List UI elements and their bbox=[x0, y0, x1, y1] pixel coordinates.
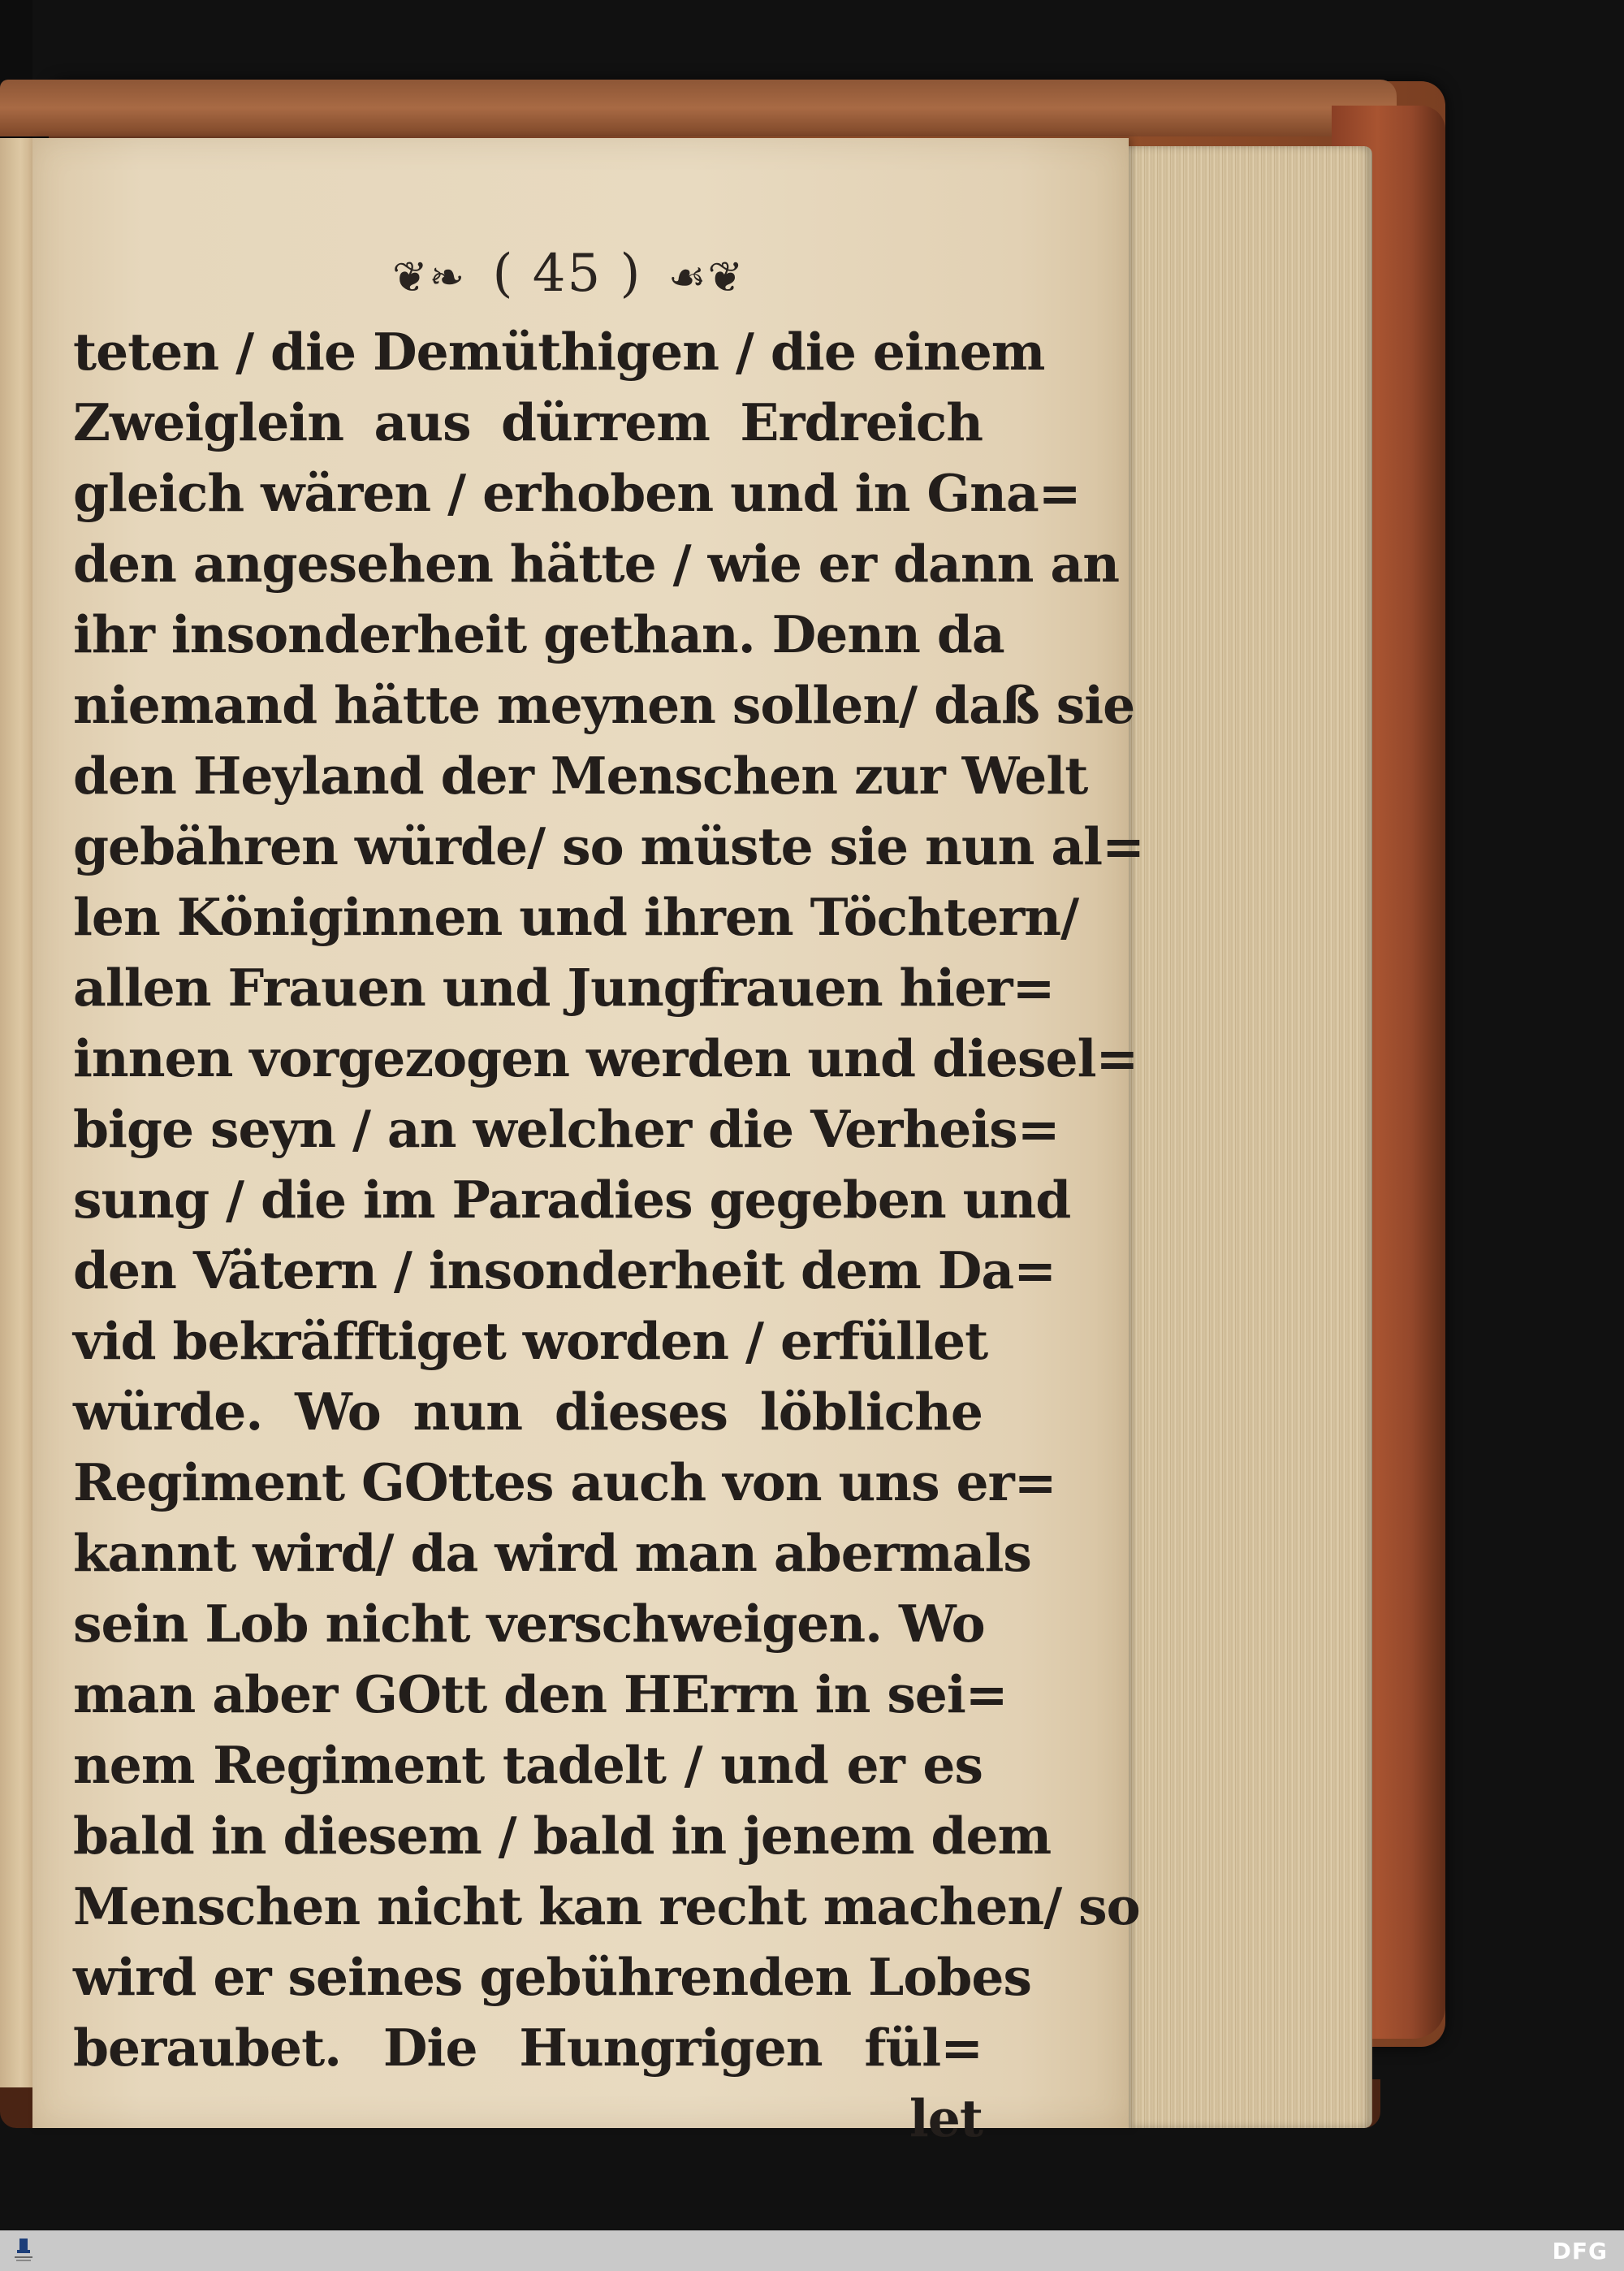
library-logo-icon[interactable] bbox=[10, 2234, 37, 2267]
text-line: gleich wären / erhoben und in Gna= bbox=[73, 463, 1081, 523]
text-line: ihr insonderheit gethan. Denn da bbox=[73, 604, 1004, 664]
text-line: teten / die Demüthigen / die einem bbox=[73, 322, 1045, 382]
text-line: sung / die im Paradies gegeben und bbox=[73, 1170, 1071, 1230]
text-line: innen vorgezogen werden und diesel= bbox=[73, 1028, 1138, 1088]
ornament-left-icon: ❦❧ bbox=[391, 253, 467, 302]
text-line: len Königinnen und ihren Töchtern/ bbox=[73, 887, 1079, 947]
text-line: Zweiglein aus dürrem Erdreich bbox=[73, 392, 983, 452]
text-line: Menschen nicht kan recht machen/ so bbox=[73, 1876, 1140, 1936]
page-number: ( 45 ) bbox=[492, 244, 642, 304]
text-line: den Heyland der Menschen zur Welt bbox=[73, 746, 1088, 806]
text-line: wird er seines gebührenden Lobes bbox=[73, 1947, 1031, 2007]
text-line: Regiment GOttes auch von uns er= bbox=[73, 1452, 1056, 1512]
footer-bar bbox=[0, 2230, 1624, 2271]
text-line: man aber GOtt den HErrn in sei= bbox=[73, 1664, 1008, 1724]
left-page-edge bbox=[0, 138, 36, 2087]
ornament-right-icon: ☙❦ bbox=[667, 253, 745, 302]
catchword: let bbox=[909, 2088, 983, 2148]
page-number-header bbox=[341, 244, 796, 304]
text-line: gebähren würde/ so müste sie nun al= bbox=[73, 816, 1144, 876]
text-line: kannt wird/ da wird man abermals bbox=[73, 1523, 1031, 1583]
text-line: bald in diesem / bald in jenem dem bbox=[73, 1806, 1052, 1866]
text-line: vid bekräfftiget worden / erfüllet bbox=[73, 1311, 988, 1371]
dfg-logo[interactable]: DFG bbox=[1552, 2237, 1608, 2265]
text-line: würde. Wo nun dieses löbliche bbox=[73, 1382, 983, 1442]
page-fore-edge bbox=[1112, 146, 1372, 2128]
book-cover-top-edge bbox=[0, 80, 1397, 136]
book-page bbox=[32, 138, 1144, 2148]
text-line: beraubet. Die Hungrigen fül= bbox=[73, 2018, 983, 2078]
page-text bbox=[73, 317, 1144, 2154]
text-line: den Vätern / insonderheit dem Da= bbox=[73, 1240, 1056, 1300]
text-line: sein Lob nicht verschweigen. Wo bbox=[73, 1594, 985, 1654]
text-line: allen Frauen und Jungfrauen hier= bbox=[73, 958, 1055, 1018]
text-line: niemand hätte meynen sollen/ daß sie bbox=[73, 675, 1135, 735]
text-line: den angesehen hätte / wie er dann an bbox=[73, 534, 1120, 594]
text-line: nem Regiment tadelt / und er es bbox=[73, 1735, 983, 1795]
text-line: bige seyn / an welcher die Verheis= bbox=[73, 1099, 1060, 1159]
